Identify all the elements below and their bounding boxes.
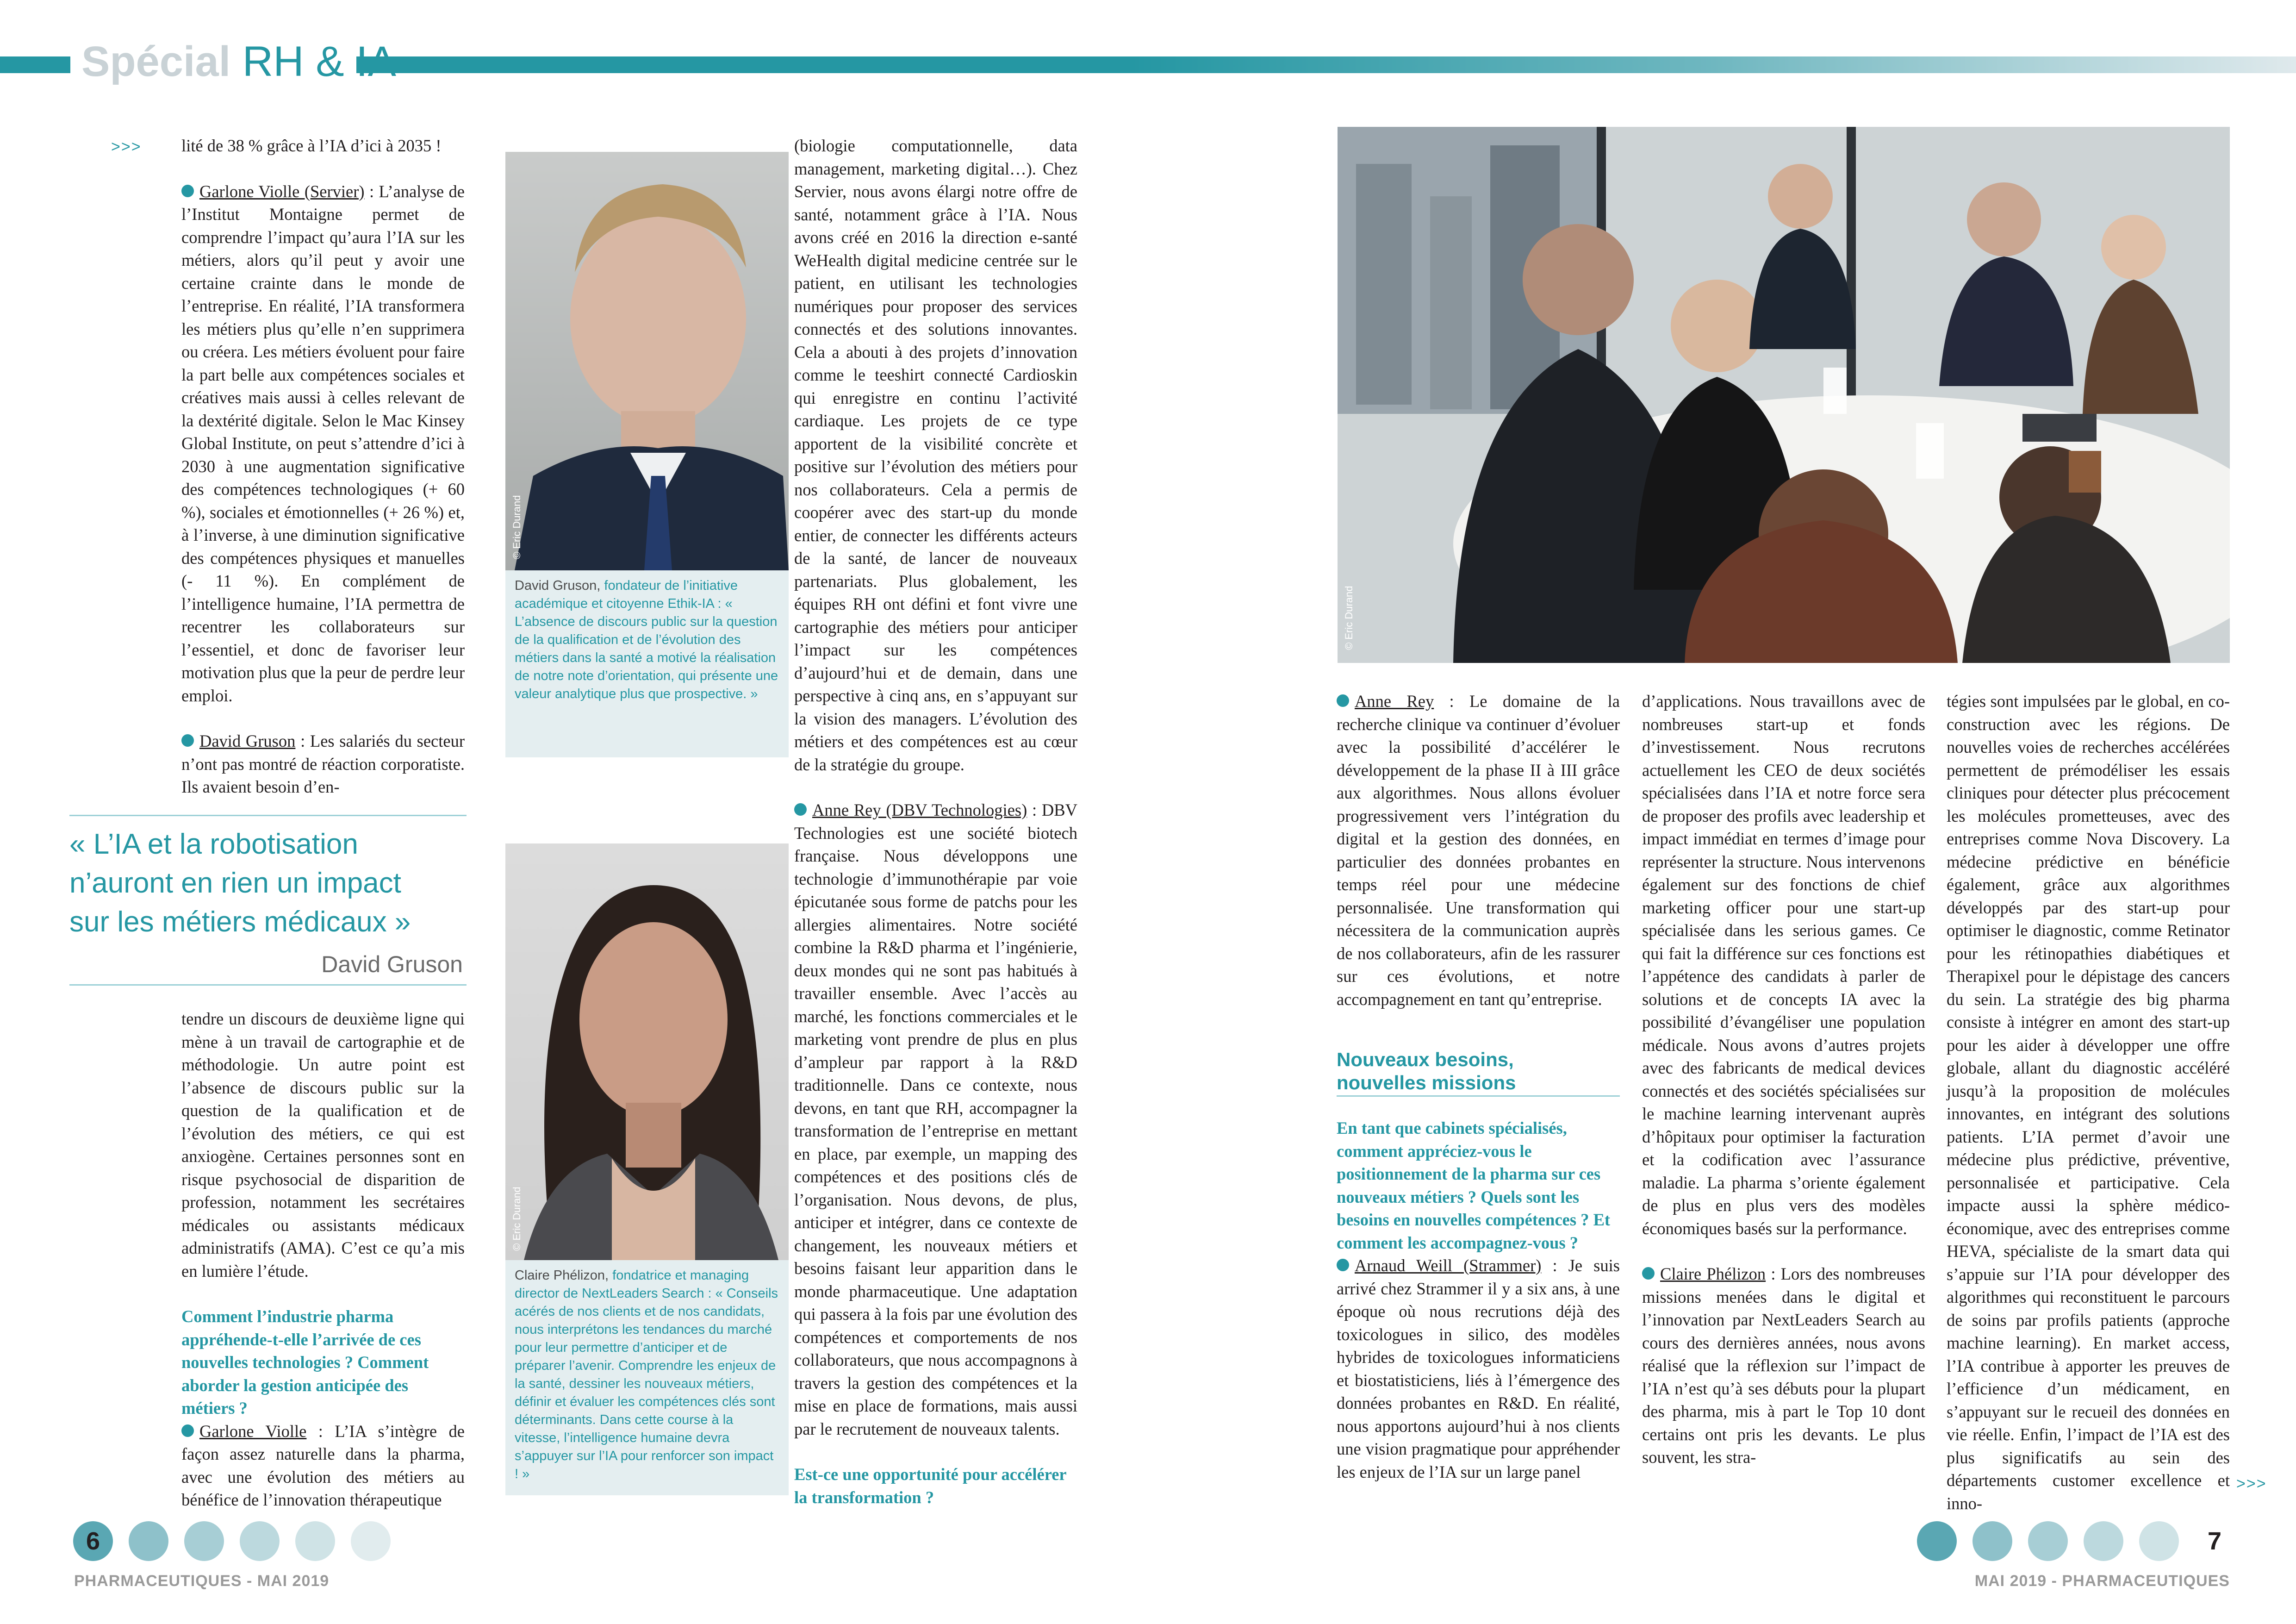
paragraph-rey-1 <box>794 799 1077 1440</box>
paragraph-phelizon <box>1642 1262 1925 1469</box>
bullet-dot-icon <box>1337 694 1349 707</box>
portrait-illustration <box>505 152 789 570</box>
continue-arrow-icon: >>> <box>2236 1475 2267 1493</box>
caption-name: Claire Phélizon, <box>515 1268 613 1283</box>
column-6 <box>1947 690 2230 1515</box>
footer-dot <box>295 1521 335 1561</box>
photo-credit: © Eric Durand <box>1343 586 1355 650</box>
paragraph-gruson-1 <box>181 730 465 799</box>
caption-gruson <box>505 570 789 757</box>
interview-question: En tant que cabinets spécialisés, comment appréciez-vous le positionnement de la pharma sur ces nouveaux métiers ? Quels sont les besoins en nouvelles compétences ? Et comment les accompagnez-vous ? <box>1337 1118 1611 1252</box>
lead-line: lité de 38 % grâce à l’IA d’ici à 2035 ! <box>181 136 442 155</box>
speaker-name: Anne Rey (DBV Technologies) <box>812 800 1027 819</box>
meeting-photo <box>1338 127 2230 663</box>
caption-phelizon <box>505 1260 789 1495</box>
caption-quote: « Conseils acérés de nos clients et de nos candidats, nous interprétons les tendances du marché pour leur permettre d’anticiper et de préparer l’avenir. Comprendre les enjeux de la santé, dessiner les nouveaux métiers, définir et évaluer les compétences clés sont déterminants. Dans cette course à la vitesse, l’intelligence humaine devra s’appuyer sur l’IA pour renforcer son impact ! » <box>515 1286 778 1481</box>
speaker-name: David Gruson <box>199 731 296 750</box>
caption-quote: « L’absence de discours public sur la question de la qualification et de l’évolution des métiers dans la santé a motivé la réalisation de notre note d’orientation, qui présente une valeur analytique plus que prospective. » <box>515 596 778 701</box>
footer-dot <box>351 1521 391 1561</box>
paragraph-weill <box>1337 1254 1620 1483</box>
footer-dot <box>129 1521 168 1561</box>
meeting-illustration <box>1338 127 2230 663</box>
interview-question: Est-ce une opportunité pour accélérer la transformation ? <box>794 1465 1066 1507</box>
paragraph-weill-2: d’applications. Nous travaillons avec de nombreuses start-up et fonds d’investissement. Nous recrutons actuellement les CEO de deux sociétés spécialisées dans l’IA et notre force sera de proposer des profils avec leadership et impact immédiat en termes d’image pour représenter la structure. Nous intervenons également sur des fonctions de chief marketing officer pour une start-up spécialisée dans les serious games. Ce qui fait la différence sur ces fonctions est l’appétence des candidats à parler de solutions et de concepts IA avec la possibilité d’évangéliser une population médicale. Nous avons d’autres projets avec des fabricants de medical devices connectés et des sociétés spécialisées sur le machine learning intervenant auprès d’hôpitaux pour optimiser la facturation et la codification avec l’assurance maladie. La pharma s’oriente également de plus en plus vers des modèles économiques basés sur la performance. <box>1642 692 1925 1238</box>
footer-publication: MAI 2019 - PHARMACEUTIQUES <box>1974 1572 2230 1590</box>
speaker-name: Anne Rey <box>1355 692 1434 711</box>
bullet-dot-icon <box>1642 1267 1655 1280</box>
paragraph-text: : Les salariés du secteur n’ont pas montré de réaction corporatiste. Ils avaient besoin d’en- <box>181 731 465 796</box>
paragraph-text: : Le domaine de la recherche clinique va continuer d’évoluer avec la possibilité d’accélérer le développement de la phase II à III grâce aux algorithmes. Nous allons évoluer progressivement vers l’intégration du digital et la gestion des données, en particulier des données probantes en temps réel pour une médecine personnalisée. Une transformation qui nécessitera de la communication auprès de nos collaborateurs, afin de les rassurer sur ces évolutions, et notre accompagnement en tant qu’entreprise. <box>1337 692 1620 1009</box>
footer-publication: PHARMACEUTIQUES - MAI 2019 <box>74 1572 330 1590</box>
paragraph-text: : L’analyse de l’Institut Montaigne permet de comprendre l’impact qu’aura l’IA sur les métiers, alors qu’il peut y avoir une certaine crainte dans le monde de l’entreprise. En réalité, l’IA transformera les métiers plus qu’elle n’en supprimera ou créera. Les métiers évoluent pour faire la part belle aux compétences sociales et créatives mais aussi à celles relevant de la dextérité digitale. Selon le Mac Kinsey Global Institute, on peut s’attendre d’ici à 2030 à une augmentation significative des compétences technologiques (+ 60 %), sociales et émotionnelles (+ 26 %) et, à l’inverse, à une diminution significative des compétences physiques et manuelles (- 11 %). En complément de l’intelligence humaine, l’IA permettra de recentrer les collaborateurs sur l’essentiel, et donc de favoriser leur motivation plus que la peur de perdre leur emploi. <box>181 181 465 705</box>
paragraph-rey-2 <box>1337 690 1620 1011</box>
portrait-photo-phelizon <box>505 843 789 1260</box>
pull-quote-line: sur les métiers médicaux » <box>69 906 411 938</box>
paragraph-text: : DBV Technologies est une société biotech française. Nous développons une technologie d’immunothérapie par voie épicutanée sous forme de patchs pour les allergies alimentaires. Notre société combine la R&D pharma et l’ingénierie, deux mondes qui ne sont pas habitués à travailler ensemble. Avec l’accès au marché, les fonctions commerciales et le marketing vont prendre de plus en plus d’ampleur par rapport à la R&D traditionnelle. Dans ce contexte, nous devons, en tant que RH, accompagner la transformation de l’entreprise en mettant en place, par exemple, un mapping des compétences et des positions clés de l’organisation. Nous devons, de plus, anticiper et intégrer, dans ce contexte de changement, les nouveaux métiers et besoins faisant leur apparition dans le monde pharmaceutique. Une adaptation qui passera à la fois par une évolution des compétences et comportements de nos collaborateurs, que nous accompagnons à travers la gestion des compétences et la mise en place de formations, mais aussi par le recrutement de nouveaux talents. <box>794 800 1077 1438</box>
footer-dot <box>2139 1521 2179 1561</box>
footer-dot <box>184 1521 224 1561</box>
paragraph-text: : Lors des nombreuses missions menées dans le digital et l’innovation par NextLeaders Search au cours des dernières années, nous avons réalisé que la réflexion sur l’impact de l’IA n’est qu’à ses débuts pour la plupart des pharma, mis à part le Top 10 dont certains ont pris les devants. Le plus souvent, les stra- <box>1642 1264 1925 1467</box>
section-title-bold: Spécial <box>81 38 231 85</box>
footer-dot <box>1917 1521 1957 1561</box>
section-title-topic: RH & IA <box>230 38 397 85</box>
column-5 <box>1642 690 1925 1469</box>
photo-credit: © Eric Durand <box>511 1187 523 1251</box>
bullet-dot-icon <box>1337 1259 1349 1271</box>
photo-credit: © Eric Durand <box>511 495 523 559</box>
column-4-bottom <box>1337 1117 1620 1483</box>
section-heading-line: nouvelles missions <box>1337 1072 1516 1093</box>
paragraph-phelizon-2: tégies sont impulsées par le global, en co-construction avec les régions. De nouvelles voies de recherches accélérées permettent de prémodéliser les essais cliniques pour détecter plus précocement les molécules prometteuses, avec des entreprises comme Nova Discovery. La médecine prédictive en bénéficie également, grâce aux algorithmes développés par des start-up pour optimiser le diagnostic, comme Retinator pour les rétinopathies diabétiques et Therapixel pour le dépistage des cancers du sein. La stratégie des big pharma consiste à intégrer en amont des start-up pour les aider à développer une offre globale, allant du diagnostic accéléré jusqu’à la proposition de molécules innovantes, en intégrant des solutions patients. L’IA permet d’avoir une médecine plus prédictive, préventive, personnalisée et participative. Cela impacte aussi la sphère médico-économique, avec des entreprises comme HEVA, spécialiste de la smart data qui s’appuie sur l’IA pour développer des algorithmes qui reconstituent le parcours de soins par profils patients (approche machine learning). En market access, l’IA contribue à apporter les preuves de l’efficience d’un médicament, en s’appuyant sur le recueil des données en vie réelle. Enfin, l’impact de l’IA est des plus significatifs au sein des départements customer excellence et inno- <box>1947 692 2230 1513</box>
paragraph-violle-2 <box>181 1420 465 1512</box>
column-1-bottom <box>181 1007 465 1512</box>
caption-name: David Gruson, <box>515 578 604 593</box>
paragraph-violle-3: (biologie computationnelle, data management, marketing digital…). Chez Servier, nous avons élargi notre offre de santé, notamment grâce à l’IA. Nous avons créé en 2016 la direction e-santé WeHealth digital medicine centrée sur le patient, en utilisant les technologies numériques pour proposer des services connectés et des solutions innovantes. Cela a abouti à des projets d’innovation comme le teeshirt connecté Cardioskin qui enregistre en continu l’activité cardiaque. Les projets de ce type apportent de la visibilité concrète et positive sur l’évolution des métiers pour nos collaborateurs. Cela a permis de coopérer avec des start-up du monde entier, de connecter les différents acteurs de la santé, de lancer de nouveaux partenariats. Plus globalement, les équipes RH ont défini et font vivre une cartographie des métiers pour anticiper l’impact sur les compétences d’aujourd’hui et de demain, dans une perspective à cinq ans, en s’appuyant sur la vision des managers. L’évolution des métiers et des compétences est au cœur de la stratégie du groupe. <box>794 136 1077 774</box>
pull-quote-line: « L’IA et la robotisation <box>69 828 358 860</box>
paragraph-gruson-2: tendre un discours de deuxième ligne qui mène à un travail de cartographie et de méthodologie. Un autre point est l’absence de discours public sur la question de la qualification et de l’évolution des métiers, ce qui est anxiogène. Certaines personnes sont en risque psychosocial de disparition de profession, notamment les secrétaires médicales ou assistants médicaux administratifs (AMA). C’est ce qu’a mis en lumière l’étude. <box>181 1009 465 1280</box>
bullet-dot-icon <box>181 1424 194 1437</box>
portrait-illustration <box>505 843 789 1260</box>
interview-question: Comment l’industrie pharma appréhende-t-elle l’arrivée de ces nouvelles technologies ? Comment aborder la gestion anticipée des métiers ? <box>181 1307 429 1418</box>
section-heading-line: Nouveaux besoins, <box>1337 1049 1514 1070</box>
header-bar-right <box>356 56 2296 73</box>
page-number: 6 <box>86 1527 100 1555</box>
paragraph-text: : L’IA s’intègre de façon assez naturelle dans la pharma, avec une évolution des métiers au bénéfice de l’innovation thérapeutique <box>181 1421 465 1509</box>
footer-dot <box>1972 1521 2012 1561</box>
bullet-dot-icon <box>181 185 194 197</box>
section-heading-rule <box>1337 1095 1620 1097</box>
section-heading <box>1337 1048 1568 1094</box>
pull-quote-line: n’auront en rien un impact <box>69 867 401 899</box>
page-number: 7 <box>2207 1527 2222 1555</box>
section-title <box>81 36 396 87</box>
speaker-name: Arnaud Weill (Strammer) <box>1355 1256 1542 1275</box>
paragraph-text: : Je suis arrivé chez Strammer il y a six ans, à une époque où nous recrutions déjà des toxicologues in silico, des modèles hybrides de toxicologues informaticiens et biostatisticiens, liés à l’émergence des données probantes en R&D. En réalité, nous apportons aujourd’hui à nos clients une vision pragmatique pour appréhender les enjeux de l’IA sur un large panel <box>1337 1256 1620 1481</box>
pull-quote <box>69 825 467 942</box>
header-bar-left <box>0 56 70 73</box>
bullet-dot-icon <box>181 734 194 747</box>
footer-dot <box>2028 1521 2068 1561</box>
footer-dot <box>240 1521 280 1561</box>
column-3 <box>794 134 1077 1509</box>
paragraph-violle-1 <box>181 180 465 707</box>
column-4 <box>1337 690 1620 1011</box>
speaker-name: Garlone Violle <box>199 1421 307 1441</box>
pull-quote-rule-bottom <box>69 984 467 986</box>
pull-quote-rule-top <box>69 815 467 816</box>
speaker-name: Garlone Violle (Servier) <box>199 181 365 201</box>
footer-dot <box>2084 1521 2123 1561</box>
column-1-top <box>181 134 465 799</box>
caption-role: fondatrice et managing director de NextLeaders Search : <box>515 1268 749 1301</box>
caption-role: fondateur de l’initiative académique et citoyenne Ethik-IA : <box>515 578 738 611</box>
portrait-photo-gruson <box>505 152 789 570</box>
speaker-name: Claire Phélizon <box>1660 1264 1766 1283</box>
bullet-dot-icon <box>794 803 807 816</box>
pull-quote-author: David Gruson <box>321 951 463 977</box>
continue-arrow-icon: >>> <box>111 138 142 156</box>
